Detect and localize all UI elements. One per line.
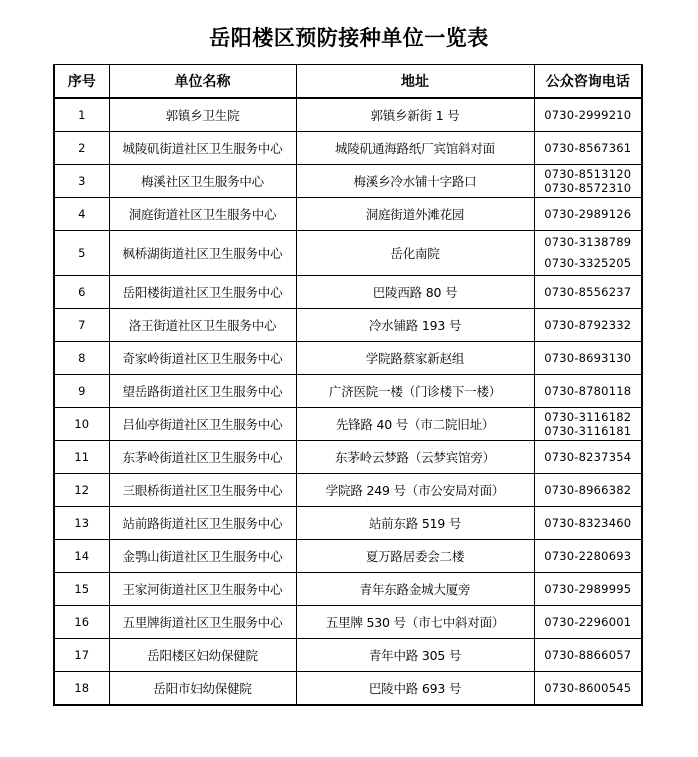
cell-address: 郭镇乡新街 1 号: [296, 98, 534, 132]
table-row: [54, 375, 642, 408]
header-unit-name: 单位名称: [109, 65, 296, 99]
cell-unit-name: 洛王街道社区卫生服务中心: [109, 309, 296, 342]
phone-number: 0730-3325205: [544, 256, 632, 270]
cell-unit-name: 岳阳楼街道社区卫生服务中心: [109, 276, 296, 309]
table-row: [54, 408, 642, 441]
cell-number: 6: [54, 276, 109, 309]
cell-address: 学院路蔡家新赵组: [296, 342, 534, 375]
phone-number: 0730-3116182: [544, 410, 632, 424]
table-row: [54, 474, 642, 507]
cell-unit-name: 城陵矶街道社区卫生服务中心: [109, 132, 296, 165]
cell-phone: [534, 573, 642, 606]
cell-unit-name: 望岳路街道社区卫生服务中心: [109, 375, 296, 408]
cell-phone: [534, 198, 642, 231]
cell-unit-name: 金鹗山街道社区卫生服务中心: [109, 540, 296, 573]
cell-phone: [534, 606, 642, 639]
phone-number: 0730-8780118: [544, 384, 632, 398]
cell-phone: [534, 474, 642, 507]
table-row: [54, 165, 642, 198]
table-row: [54, 132, 642, 165]
phone-number: 0730-3138789: [544, 235, 632, 249]
cell-phone: [534, 132, 642, 165]
table-row: [54, 98, 642, 132]
cell-phone: [534, 342, 642, 375]
table-row: [54, 231, 642, 276]
cell-phone: [534, 309, 642, 342]
table-row: [54, 639, 642, 672]
phone-number: 0730-8693130: [544, 351, 632, 365]
cell-number: 8: [54, 342, 109, 375]
cell-address: 学院路 249 号（市公安局对面）: [296, 474, 534, 507]
phone-number: 0730-2989995: [544, 582, 632, 596]
cell-unit-name: 王家河街道社区卫生服务中心: [109, 573, 296, 606]
table-body: [54, 98, 642, 705]
cell-phone: [534, 165, 642, 198]
table-row: [54, 441, 642, 474]
phone-number: 0730-8600545: [544, 681, 632, 695]
cell-number: 15: [54, 573, 109, 606]
cell-number: 1: [54, 98, 109, 132]
cell-address: 巴陵西路 80 号: [296, 276, 534, 309]
cell-phone: [534, 507, 642, 540]
cell-number: 5: [54, 231, 109, 276]
cell-number: 11: [54, 441, 109, 474]
cell-phone: [534, 639, 642, 672]
cell-unit-name: 洞庭街道社区卫生服务中心: [109, 198, 296, 231]
phone-number: 0730-8567361: [544, 141, 632, 155]
cell-unit-name: 岳阳市妇幼保健院: [109, 672, 296, 706]
cell-phone: [534, 540, 642, 573]
cell-address: 冷水铺路 193 号: [296, 309, 534, 342]
phone-number: 0730-8556237: [544, 285, 632, 299]
table-header-row: [54, 65, 642, 99]
cell-unit-name: 三眼桥街道社区卫生服务中心: [109, 474, 296, 507]
phone-number: 0730-2999210: [544, 108, 632, 122]
cell-address: 夏万路居委会二楼: [296, 540, 534, 573]
phone-number: 0730-8237354: [544, 450, 632, 464]
header-number: 序号: [54, 65, 109, 99]
table-row: [54, 309, 642, 342]
table-row: [54, 342, 642, 375]
table-row: [54, 540, 642, 573]
cell-unit-name: 郭镇乡卫生院: [109, 98, 296, 132]
cell-address: 先锋路 40 号（市二院旧址）: [296, 408, 534, 441]
header-phone: 公众咨询电话: [534, 65, 642, 99]
cell-number: 16: [54, 606, 109, 639]
cell-number: 4: [54, 198, 109, 231]
cell-number: 14: [54, 540, 109, 573]
cell-number: 18: [54, 672, 109, 706]
vaccination-unit-table: [53, 64, 643, 706]
phone-number: 0730-8513120: [544, 167, 632, 181]
table-row: [54, 507, 642, 540]
cell-phone: [534, 276, 642, 309]
cell-number: 3: [54, 165, 109, 198]
cell-unit-name: 五里牌街道社区卫生服务中心: [109, 606, 296, 639]
phone-number: 0730-2296001: [544, 615, 632, 629]
cell-address: 五里牌 530 号（市七中斜对面）: [296, 606, 534, 639]
cell-address: 梅溪乡冷水铺十字路口: [296, 165, 534, 198]
cell-number: 10: [54, 408, 109, 441]
cell-unit-name: 梅溪社区卫生服务中心: [109, 165, 296, 198]
phone-number: 0730-8966382: [544, 483, 632, 497]
cell-number: 17: [54, 639, 109, 672]
cell-address: 青年中路 305 号: [296, 639, 534, 672]
table-row: [54, 198, 642, 231]
cell-number: 7: [54, 309, 109, 342]
phone-number: 0730-2280693: [544, 549, 632, 563]
cell-unit-name: 枫桥湖街道社区卫生服务中心: [109, 231, 296, 276]
phone-number: 0730-8792332: [544, 318, 632, 332]
phone-number: 0730-3116181: [544, 424, 632, 438]
header-address: 地址: [296, 65, 534, 99]
cell-number: 13: [54, 507, 109, 540]
cell-address: 青年东路金城大厦旁: [296, 573, 534, 606]
table-row: [54, 573, 642, 606]
cell-number: 2: [54, 132, 109, 165]
cell-unit-name: 奇家岭街道社区卫生服务中心: [109, 342, 296, 375]
cell-unit-name: 岳阳楼区妇幼保健院: [109, 639, 296, 672]
cell-address: 站前东路 519 号: [296, 507, 534, 540]
cell-phone: [534, 231, 642, 276]
cell-number: 9: [54, 375, 109, 408]
phone-number: 0730-2989126: [544, 207, 632, 221]
table-row: [54, 276, 642, 309]
cell-unit-name: 吕仙亭街道社区卫生服务中心: [109, 408, 296, 441]
cell-address: 城陵矶通海路纸厂宾馆斜对面: [296, 132, 534, 165]
cell-number: 12: [54, 474, 109, 507]
cell-phone: [534, 375, 642, 408]
cell-address: 岳化南院: [296, 231, 534, 276]
cell-phone: [534, 672, 642, 706]
cell-unit-name: 东茅岭街道社区卫生服务中心: [109, 441, 296, 474]
table-row: [54, 606, 642, 639]
cell-address: 洞庭街道外滩花园: [296, 198, 534, 231]
cell-phone: [534, 98, 642, 132]
phone-number: 0730-8572310: [544, 181, 632, 195]
cell-address: 广济医院一楼（门诊楼下一楼）: [296, 375, 534, 408]
table-row: [54, 672, 642, 706]
cell-phone: [534, 441, 642, 474]
cell-phone: [534, 408, 642, 441]
cell-address: 巴陵中路 693 号: [296, 672, 534, 706]
cell-unit-name: 站前路街道社区卫生服务中心: [109, 507, 296, 540]
phone-number: 0730-8323460: [544, 516, 632, 530]
phone-number: 0730-8866057: [544, 648, 632, 662]
page-title: 岳阳楼区预防接种单位一览表: [209, 25, 489, 50]
cell-address: 东茅岭云梦路（云梦宾馆旁）: [296, 441, 534, 474]
